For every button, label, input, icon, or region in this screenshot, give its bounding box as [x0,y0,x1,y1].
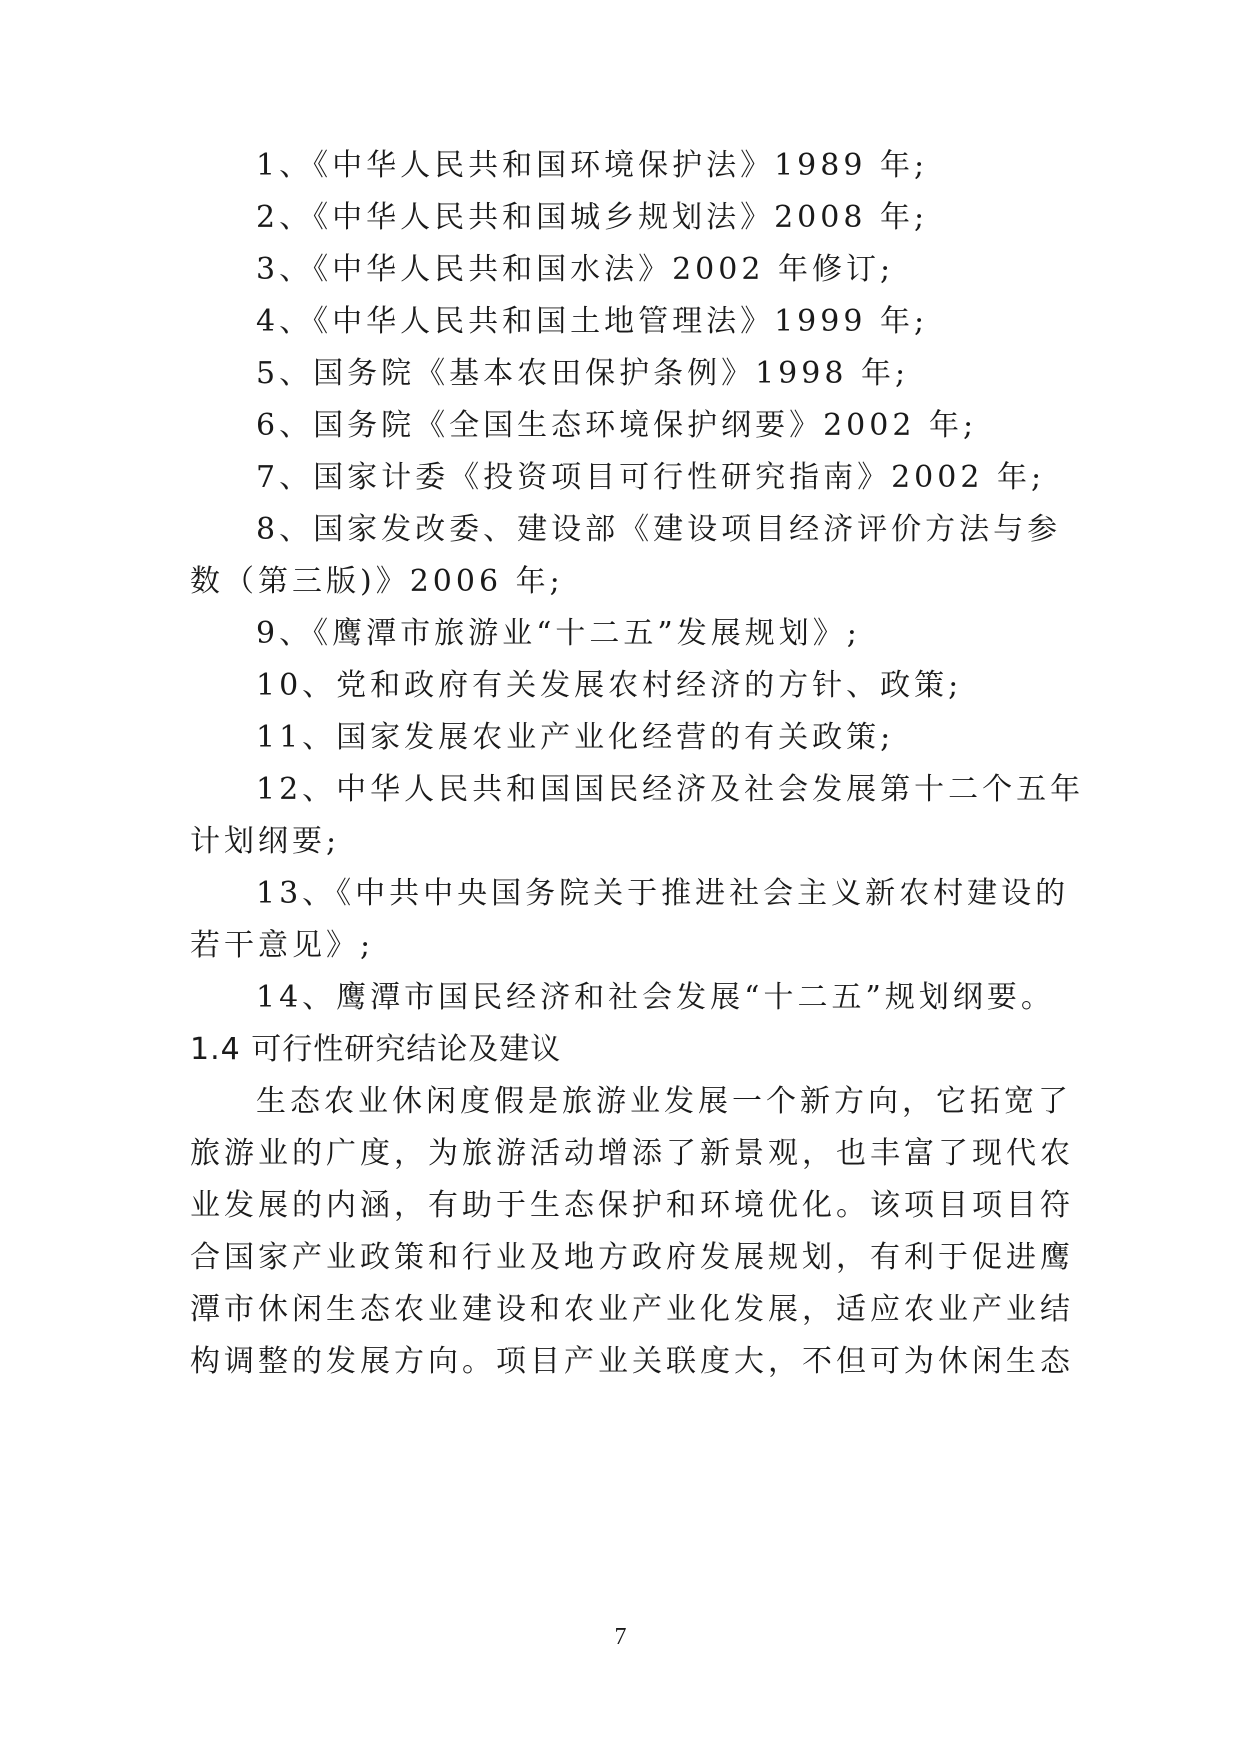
reference-item-2: 2、《中华人民共和国城乡规划法》2008 年; [256,200,929,235]
reference-item-8-continuation: 数（第三版)》2006 年; [190,564,564,599]
reference-item-12-continuation: 计划纲要; [190,824,341,859]
reference-item-6: 6、国务院《全国生态环境保护纲要》2002 年; [256,408,978,443]
reference-item-8: 8、国家发改委、建设部《建设项目经济评价方法与参 [256,512,1062,547]
paragraph-line: 旅游业的广度，为旅游活动增添了新景观，也丰富了现代农 [190,1136,1074,1171]
reference-item-3: 3、《中华人民共和国水法》2002 年修订; [256,252,895,287]
paragraph-line: 业发展的内涵，有助于生态保护和环境优化。该项目项目符 [190,1188,1074,1223]
paragraph-line: 潭市休闲生态农业建设和农业产业化发展，适应农业产业结 [190,1292,1074,1327]
reference-item-4: 4、《中华人民共和国土地管理法》1999 年; [256,304,929,339]
reference-item-7: 7、国家计委《投资项目可行性研究指南》2002 年; [256,460,1046,495]
reference-item-13-continuation: 若干意见》; [190,928,375,963]
reference-item-9: 9、《鹰潭市旅游业“十二五”发展规划》; [256,616,861,651]
paragraph-line: 构调整的发展方向。项目产业关联度大，不但可为休闲生态 [190,1344,1074,1379]
reference-item-5: 5、国务院《基本农田保护条例》1998 年; [256,356,910,391]
reference-item-12: 12、中华人民共和国国民经济及社会发展第十二个五年 [256,772,1085,807]
reference-item-13: 13、《中共中央国务院关于推进社会主义新农村建设的 [256,876,1070,911]
reference-item-1: 1、《中华人民共和国环境保护法》1989 年; [256,148,929,183]
paragraph-line: 生态农业休闲度假是旅游业发展一个新方向，它拓宽了 [256,1084,1072,1119]
reference-item-14: 14、鹰潭市国民经济和社会发展“十二五”规划纲要。 [256,980,1055,1015]
page-number: 7 [614,1624,627,1650]
section-heading: 1.4 可行性研究结论及建议 [190,1032,562,1067]
paragraph-line: 合国家产业政策和行业及地方政府发展规划，有利于促进鹰 [190,1240,1074,1275]
reference-item-11: 11、国家发展农业产业化经营的有关政策; [256,720,895,755]
reference-item-10: 10、党和政府有关发展农村经济的方针、政策; [256,668,963,703]
